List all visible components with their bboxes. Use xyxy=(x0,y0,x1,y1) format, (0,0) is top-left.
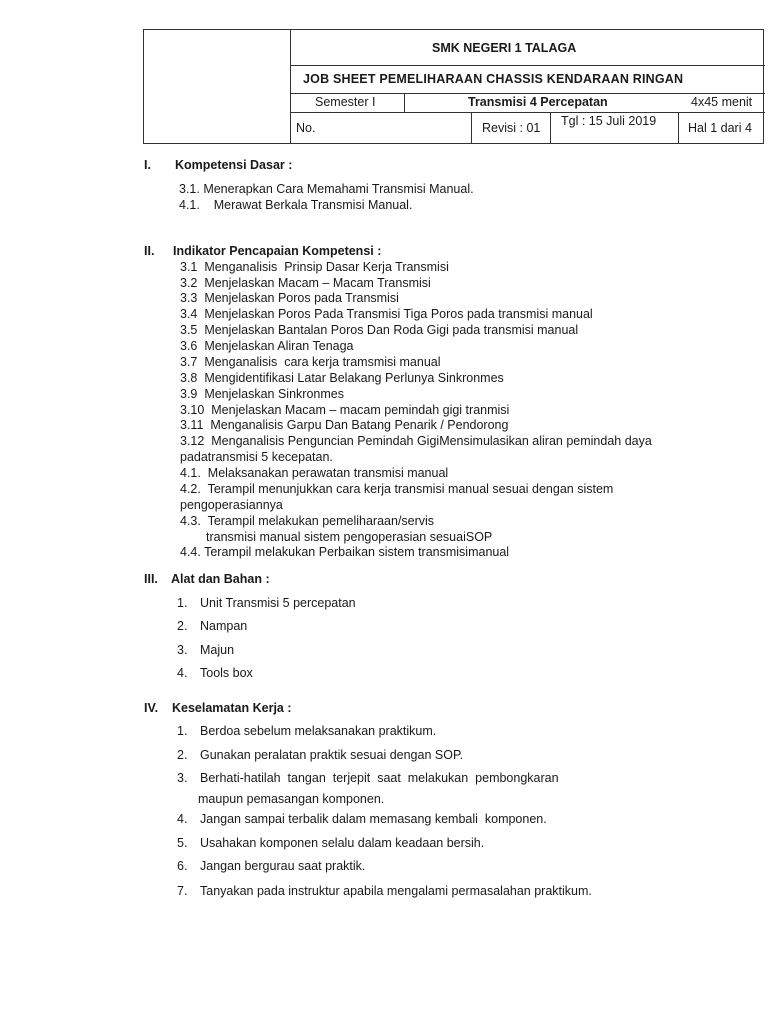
list-item: 3.5 Menjelaskan Bantalan Poros Dan Roda Gigi pada transmisi manual xyxy=(180,323,579,337)
list-item: 4.4. Terampil melakukan Perbaikan sistem transmisimanual xyxy=(180,545,510,559)
section-2-number: II. xyxy=(144,244,155,258)
section-1-title: Kompetensi Dasar : xyxy=(175,158,293,172)
list-item: 3.6 Menjelaskan Aliran Tenaga xyxy=(180,339,354,353)
list-item: padatransmisi 5 kecepatan. xyxy=(180,450,333,464)
section-4-title: Keselamatan Kerja : xyxy=(172,701,292,715)
list-item: transmisi manual sistem pengoperasian sesuaiSOP xyxy=(206,530,493,544)
section-3-title: Alat dan Bahan : xyxy=(171,572,270,586)
cell-divider xyxy=(471,112,472,144)
list-number: 4. xyxy=(177,812,188,826)
date-label: Tgl : 15 Juli 2019 xyxy=(561,114,657,128)
list-item: Nampan xyxy=(200,619,248,633)
row-divider xyxy=(290,65,765,66)
list-item: 4.2. Terampil menunjukkan cara kerja transmisi manual sesuai dengan sistem xyxy=(180,482,614,496)
section-1-number: I. xyxy=(144,158,151,172)
list-item: 3.12 Menganalisis Penguncian Pemindah GigiMensimulasikan aliran pemindah daya xyxy=(180,434,652,448)
list-item: maupun pemasangan komponen. xyxy=(198,792,385,806)
list-item: Majun xyxy=(200,643,235,657)
list-item: 4.1. Merawat Berkala Transmisi Manual. xyxy=(179,198,413,212)
section-4-number: IV. xyxy=(144,701,159,715)
semester-label: Semester I xyxy=(315,95,376,109)
list-item: 3.2 Menjelaskan Macam – Macam Transmisi xyxy=(180,276,431,290)
list-item: Tools box xyxy=(200,666,253,680)
topic-label: Transmisi 4 Percepatan xyxy=(468,95,608,109)
list-item: 3.10 Menjelaskan Macam – macam pemindah gigi tranmisi xyxy=(180,403,510,417)
list-number: 5. xyxy=(177,836,188,850)
list-number: 3. xyxy=(177,643,188,657)
row-divider xyxy=(290,112,765,113)
section-2-title: Indikator Pencapaian Kompetensi : xyxy=(173,244,382,258)
duration-label: 4x45 menit xyxy=(691,95,753,109)
list-item: 3.7 Menganalisis cara kerja tramsmisi manual xyxy=(180,355,441,369)
section-3-number: III. xyxy=(144,572,158,586)
cell-divider xyxy=(404,93,405,113)
page-label: Hal 1 dari 4 xyxy=(688,121,752,135)
list-number: 2. xyxy=(177,748,188,762)
cell-divider xyxy=(678,112,679,144)
list-item: 3.1 Menganalisis Prinsip Dasar Kerja Transmisi xyxy=(180,260,449,274)
list-item: 3.8 Mengidentifikasi Latar Belakang Perlunya Sinkronmes xyxy=(180,371,504,385)
list-item: pengoperasiannya xyxy=(180,498,283,512)
cell-divider xyxy=(550,112,551,144)
row-divider xyxy=(290,93,765,94)
revisi-label: Revisi : 01 xyxy=(482,121,541,135)
list-item: Jangan sampai terbalik dalam memasang kembali komponen. xyxy=(200,812,547,826)
list-item: Jangan bergurau saat praktik. xyxy=(200,859,366,873)
list-number: 1. xyxy=(177,596,188,610)
school-name: SMK NEGERI 1 TALAGA xyxy=(432,41,577,55)
list-item: 4.3. Terampil melakukan pemeliharaan/servis xyxy=(180,514,435,528)
list-item: 3.3 Menjelaskan Poros pada Transmisi xyxy=(180,291,399,305)
list-item: Berdoa sebelum melaksanakan praktikum. xyxy=(200,724,437,738)
list-number: 4. xyxy=(177,666,188,680)
list-number: 1. xyxy=(177,724,188,738)
list-number: 7. xyxy=(177,884,188,898)
list-item: Unit Transmisi 5 percepatan xyxy=(200,596,356,610)
no-label: No. xyxy=(296,121,316,135)
list-item: Gunakan peralatan praktik sesuai dengan SOP. xyxy=(200,748,464,762)
list-item: Usahakan komponen selalu dalam keadaan bersih. xyxy=(200,836,485,850)
list-item: 4.1. Melaksanakan perawatan transmisi manual xyxy=(180,466,449,480)
list-item: Tanyakan pada instruktur apabila mengalami permasalahan praktikum. xyxy=(200,884,592,898)
list-item: 3.1. Menerapkan Cara Memahami Transmisi Manual. xyxy=(179,182,474,196)
list-number: 3. xyxy=(177,771,188,785)
list-item: Berhati-hatilah tangan terjepit saat melakukan pembongkaran xyxy=(200,771,559,785)
jobsheet-title: JOB SHEET PEMELIHARAAN CHASSIS KENDARAAN RINGAN xyxy=(303,72,684,86)
list-item: 3.11 Menganalisis Garpu Dan Batang Penarik / Pendorong xyxy=(180,418,509,432)
list-item: 3.4 Menjelaskan Poros Pada Transmisi Tiga Poros pada transmisi manual xyxy=(180,307,593,321)
list-number: 2. xyxy=(177,619,188,633)
list-number: 6. xyxy=(177,859,188,873)
logo-column-divider xyxy=(290,30,291,144)
list-item: 3.9 Menjelaskan Sinkronmes xyxy=(180,387,344,401)
